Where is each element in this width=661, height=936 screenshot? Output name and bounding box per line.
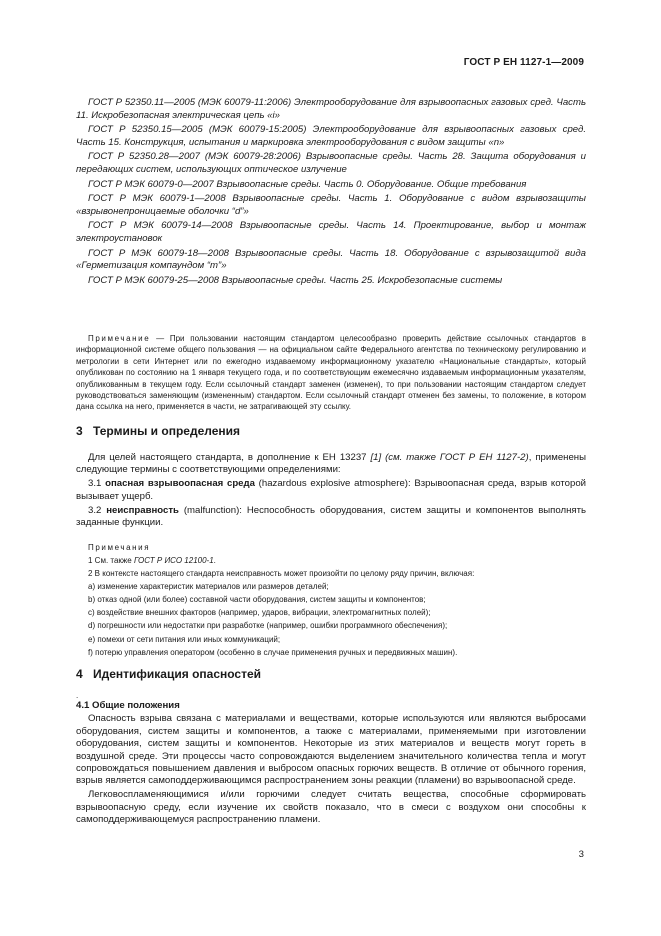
note-text: — При пользовании настоящим стандартом целесообразно проверить действие ссылочных стандартов в информационной системе общего пользования — на официальном сайте Федерального агентства по техническому регулированию и метрологии в сети Интернет или по ежегодно издаваемому информационному указателю «Национальные стандарты», который опубликован по состоянию на 1 января текущего года, и по соответствующим ежемесячно издаваемым информационным указателям, опубликованным в текущем году. Если ссылочный стандарт заменен (изменен), то при пользовании настоящим стандартом следует руководствоваться заменяющим (измененным) стандартом. Если ссылочный стандарт отменен без замены, то положение, в котором дана ссылка на него, применяется в части, не затрагивающей эту ссылку. [76,334,586,412]
note-1-reference: ГОСТ Р ИСО 12100-1 [133,556,214,565]
section-3-intro [76,452,586,477]
term-name: неисправность [106,504,179,516]
reference-item: ГОСТ Р МЭК 60079-1—2008 Взрывоопасные среды. Часть 1. Оборудование с видом взрывозащиты «взрывонепроницаемые оболочки “d”» [76,193,586,217]
intro-text-end: , применены следующие термины с соответствующими определениями: [76,452,586,476]
section-4-heading [76,667,261,681]
cause-item: b) отказ одной (или более) составной части оборудования, систем защиты и компонентов; [88,595,426,605]
term-definition: (hazardous explosive atmosphere): Взрывоопасная среда, взрыв которой вызывает ущерб. [76,478,587,502]
section-3-title: Термины и определения [93,424,241,438]
term-name: опасная взрывоопасная среда [105,478,255,490]
section-3-body [76,452,586,531]
intro-text: Для целей настоящего стандарта, в дополнение к ЕН 13237 [88,452,371,463]
term-number: 3.2 [88,504,102,516]
reference-item: ГОСТ Р 52350.15—2005 (МЭК 60079-15:2005) Электрооборудование для взрывоопасных газовых сред. Часть 15. Конструкция, испытания и маркировка электрооборудования с видом защиты «n» [76,124,586,148]
stray-dot: . [76,691,79,700]
term-3-2 [76,505,586,530]
reference-item: ГОСТ Р 52350.11—2005 (МЭК 60079-11:2006) Электрооборудование для взрывоопасных газовых сред. Часть 11. Искробезопасная электрическая цепь «i» [76,97,586,121]
section-3-number: 3 [76,424,83,438]
note-2: 2 В контексте настоящего стандарта неисправность может произойти по целому ряду причин, включая: [88,569,475,579]
term-definition: (malfunction): Неспособность оборудования, систем защиты и компонентов выполнять заданные функции. [76,504,586,529]
section-4-body [76,700,586,828]
section-3-heading [76,424,240,438]
reference-item: ГОСТ Р МЭК 60079-14—2008 Взрывоопасные среды. Часть 14. Проектирование, выбор и монтаж электроустановок [76,220,586,245]
intro-reference: [1] (см. также ГОСТ Р ЕН 1127-2) [370,452,529,463]
subsection-4-1-heading: 4.1 Общие положения [76,700,180,711]
note-1-text: 1 См. также [88,556,134,565]
reference-item: ГОСТ Р МЭК 60079-25—2008 Взрывоопасные среды. Часть 25. Искробезопасные системы [88,274,503,286]
cause-item: a) изменение характеристик материалов или размеров деталей; [88,582,329,592]
normative-references-list [76,97,586,289]
cause-item: e) помехи от сети питания или иных коммуникаций; [88,634,281,644]
section-4-title: Идентификация опасностей [93,667,262,681]
term-3-1 [76,478,586,503]
section-4-paragraph: Легковоспламеняющимися и/или горючими следует считать вещества, способные сформировать взрывоопасную среду, если изучение их свойств показало, что в смеси с воздухом они способны к самоподдерживающемуся распространению пламени. [76,789,586,826]
term-number: 3.1 [88,478,102,490]
cause-item: d) погрешности или недостатки при разработке (например, ошибки программного обеспечения); [88,621,448,631]
page-number: 3 [578,849,584,860]
references-note [76,333,586,413]
notes-heading: Примечания [88,543,151,552]
section-3-notes [76,542,586,660]
note-1-end: . [213,556,216,565]
cause-item: c) воздействие внешних факторов (например, ударов, вибрации, электромагнитных полей); [88,608,431,618]
reference-item: ГОСТ Р МЭК 60079-18—2008 Взрывоопасные среды. Часть 18. Оборудование с взрывозащитой вида «Герметизация компаундом “m”» [76,247,586,272]
cause-item: f) потерю управления оператором (особенно в случае применения ручных и передвижных машин). [88,647,458,657]
section-4-number: 4 [76,667,83,681]
section-4-paragraph: Опасность взрыва связана с материалами и веществами, которые используются или являются выбросами оборудования, систем защиты и компонентов, а также с материалами, применяемыми при изготовлении оборудования, систем защиты и компонентов. Некоторые из этих материалов и веществ могут гореть в воздушной среде. Эти процессы часто сопровождаются выделением значительного количества тепла и могут сопровождаться повышением давления и выбросом опасных горючих веществ. В отличие от обычного горения, взрыв является самоподдерживающимся распространением зоны реакции (пламени) во взрывоопасной среде. [76,713,586,787]
reference-item: ГОСТ Р 52350.28—2007 (МЭК 60079-28:2006) Взрывоопасные среды. Часть 28. Защита оборудования и передающих систем, использующих оптическое излучение [76,151,586,176]
note-1 [76,555,586,567]
reference-item: ГОСТ Р МЭК 60079-0—2007 Взрывоопасные среды. Часть 0. Оборудование. Общие требования [88,178,527,190]
note-label: Примечание [88,334,151,343]
document-id-header: ГОСТ Р ЕН 1127-1—2009 [463,57,584,68]
